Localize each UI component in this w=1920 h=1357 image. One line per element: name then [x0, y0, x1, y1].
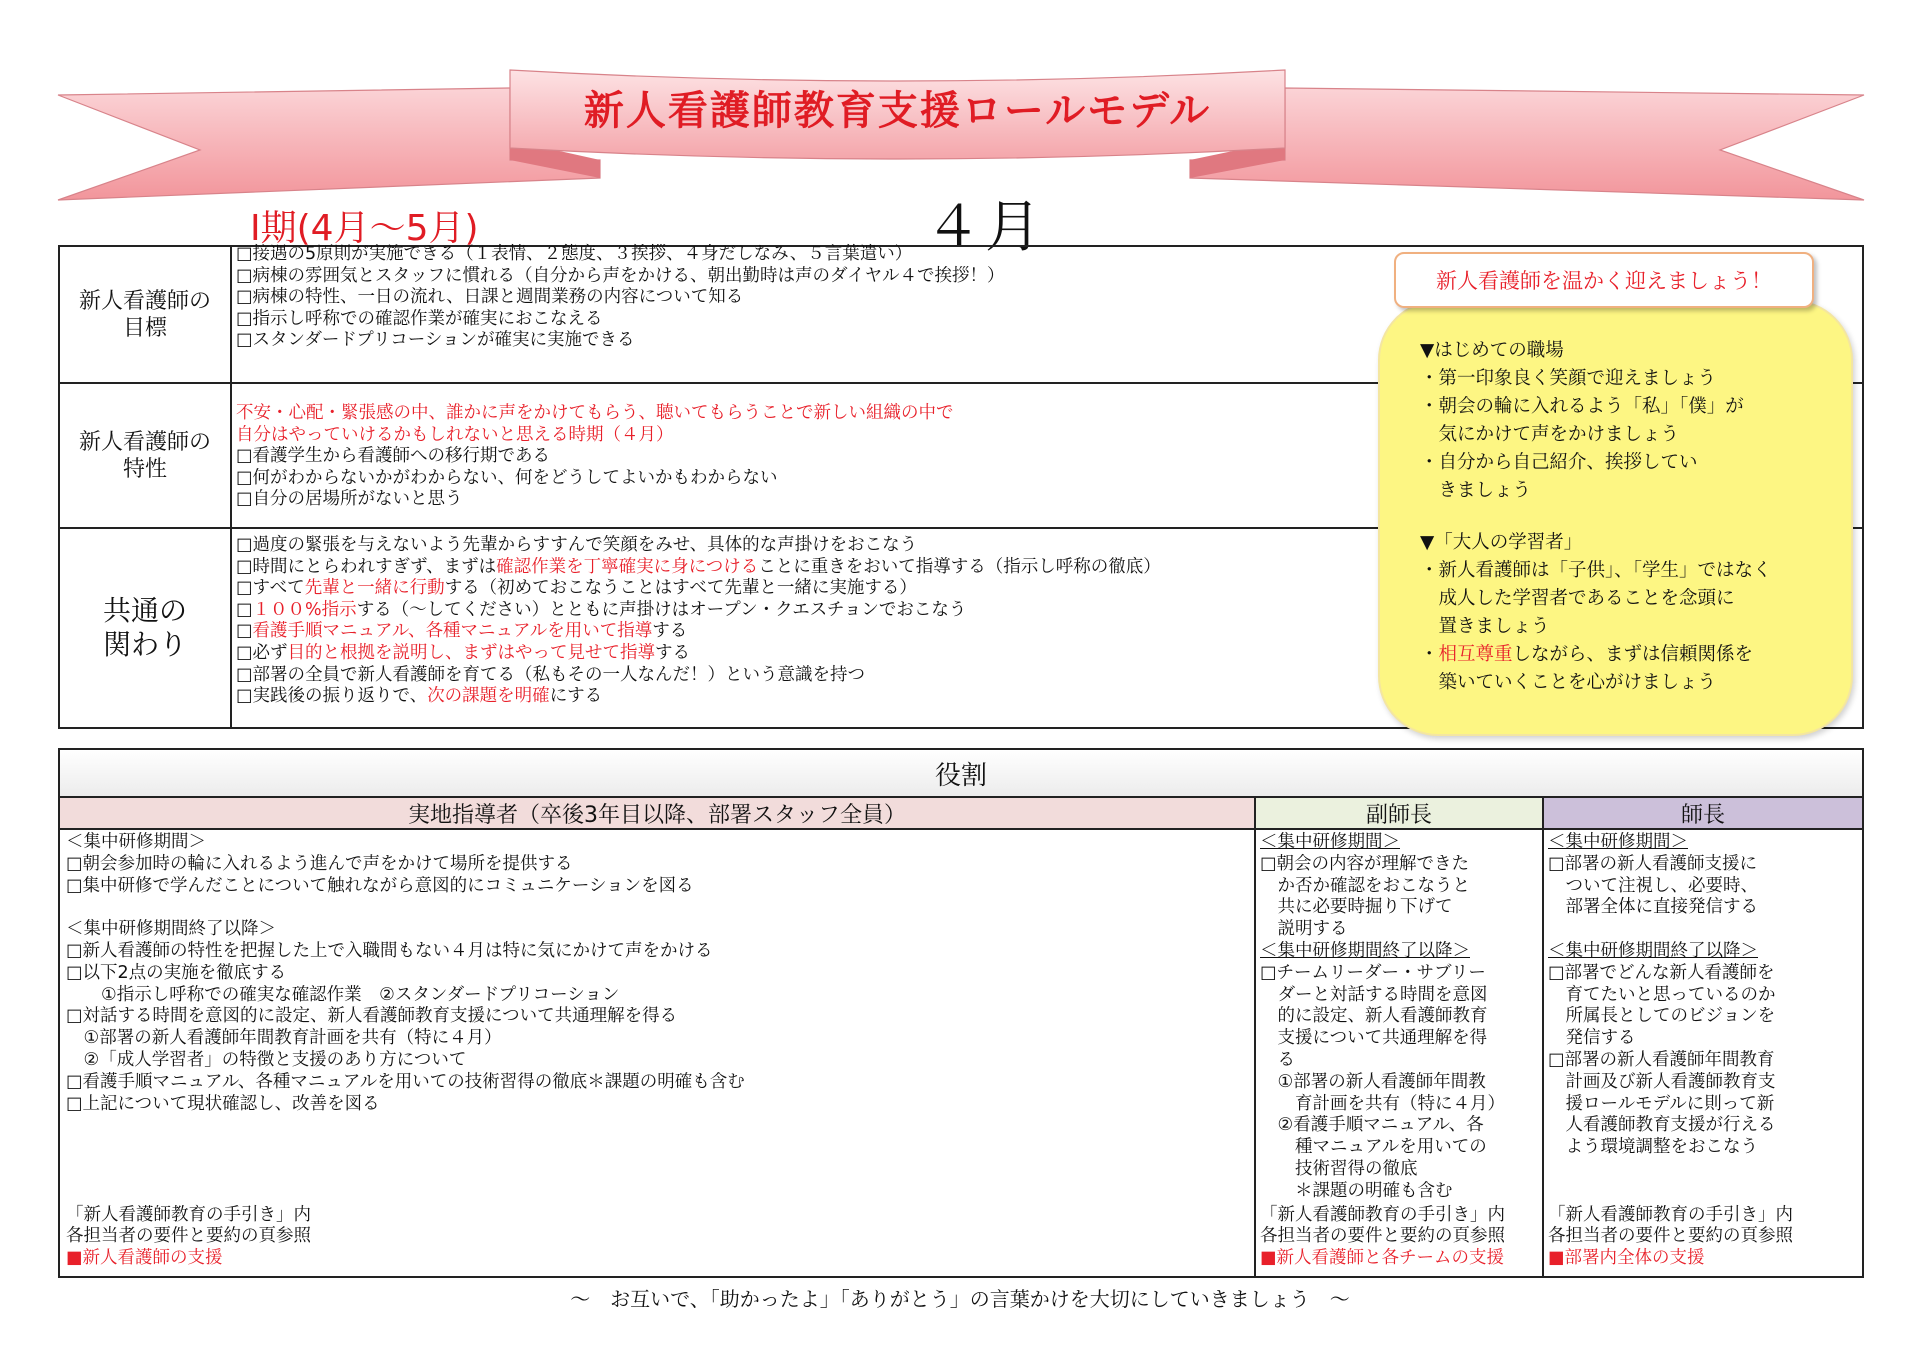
list-item: 部署全体に直接発信する — [1548, 897, 1758, 918]
list-item: ＜集中研修期間＞ — [66, 832, 206, 852]
list-item: 育計画を共有（特に４月） — [1260, 1093, 1505, 1114]
reference-note: 「新人看護師教育の手引き」内 — [1260, 1204, 1505, 1225]
reference-note: 「新人看護師教育の手引き」内 — [1548, 1204, 1793, 1225]
callout-section-title: ▼「大人の学習者」 — [1420, 532, 1583, 553]
reference-note: 各担当者の要件と要約の頁参照 — [66, 1226, 311, 1247]
list-item: □スタンダードプリコーションが確実に実施できる — [236, 330, 635, 351]
list-item: 人看護師教育支援が行える — [1548, 1115, 1776, 1136]
list-item: 説明する — [1260, 919, 1348, 940]
section-heading: ＜集中研修期間＞ — [1260, 832, 1400, 852]
list-item: □病棟の雰囲気とスタッフに慣れる（自分から声をかける、朝出勤時は声のダイヤル４で挨拶！） — [236, 265, 1005, 286]
list-item: 所属長としてのビジョンを — [1548, 1006, 1776, 1027]
list-item — [66, 897, 1254, 919]
list-item: □１００%指示する（～してください）とともに声掛けはオープン・クエスチョンでおこなう — [236, 599, 967, 620]
col-header-deputy-head: 副師長 — [1256, 798, 1544, 830]
list-item: □新人看護師の特性を把握した上で入職間もない４月は特に気にかけて声をかける — [66, 940, 713, 961]
list-item: 共に必要時掘り下げて — [1260, 897, 1453, 918]
list-item: 育てたいと思っているのか — [1548, 984, 1776, 1005]
month-label: ４月 — [925, 195, 1045, 260]
list-item: ＜集中研修期間終了以降＞ — [66, 919, 276, 940]
col-deputy-head — [1256, 830, 1544, 1276]
list-item: □上記について現状確認し、改善を図る — [66, 1093, 380, 1114]
traits-highlight: 自分はやっていけるかもしれないと思える時期（４月） — [236, 424, 674, 445]
goals-label: 新人看護師の 目標 — [60, 247, 232, 382]
support-tag: ■部署内全体の支援 — [1548, 1248, 1705, 1269]
list-item: ②「成人学習者」の特徴と支援のあり方について — [66, 1049, 467, 1070]
list-item: □部署の全員で新人看護師を育てる（私もその一人なんだ！）という意識を持つ — [236, 664, 866, 685]
col-instructor — [60, 830, 1256, 1276]
col-header-head-nurse: 師長 — [1544, 798, 1862, 830]
list-item: ①部署の新人看護師年間教 — [1260, 1071, 1486, 1092]
list-item: ・朝会の輪に入れるよう「私」「僕」が — [1420, 396, 1744, 417]
goals-list — [236, 244, 1382, 352]
list-item: ＊課題の明確も含む — [1260, 1180, 1453, 1201]
list-item: □接遇の5原則が実施できる（１表情、２態度、３挨拶、４身だしなみ、５言葉遣い） — [236, 244, 913, 264]
callout-section-title: ▼はじめての職場 — [1420, 340, 1564, 361]
list-item: 計画及び新人看護師教育支 — [1548, 1071, 1776, 1092]
traits-highlight: 不安・心配・緊張感の中、誰かに声をかけてもらう、聴いてもらうことで新しい組織の中で — [236, 403, 954, 423]
list-item: □必ず目的と根拠を説明し、まずはやって見せて指導する — [236, 642, 691, 663]
list-item: □看護手順マニュアル、各種マニュアルを用いての技術習得の徹底＊課題の明確も含む — [66, 1071, 745, 1092]
list-item: ・新人看護師は「子供」、「学生」ではなく — [1420, 560, 1772, 581]
list-item: 発信する — [1548, 1028, 1636, 1049]
list-item: □看護手順マニュアル、各種マニュアルを用いて指導する — [236, 621, 688, 642]
list-item: □何がわからないかがわからない、何をどうしてよいかもわからない — [236, 467, 778, 488]
list-item: □チームリーダー・サブリー — [1260, 962, 1486, 983]
list-item: る — [1260, 1049, 1295, 1070]
traits-label: 新人看護師の 特性 — [60, 384, 232, 527]
list-item — [1548, 919, 1862, 941]
common-list — [236, 535, 1382, 708]
roles-table — [58, 748, 1864, 1278]
traits-list — [236, 403, 1382, 511]
support-tag: ■新人看護師と各チームの支援 — [1260, 1248, 1505, 1269]
list-item: □集中研修で学んだことについて触れながら意図的にコミュニケーションを図る — [66, 875, 694, 896]
list-item: □部署の新人看護師支援に — [1548, 853, 1758, 874]
list-item: 支援について共通理解を得 — [1260, 1028, 1488, 1049]
list-item: 置きましょう — [1420, 616, 1550, 637]
section-heading: ＜集中研修期間＞ — [1548, 832, 1688, 852]
list-item: □時間にとらわれすぎず、まずは確認作業を丁寧確実に身につけることに重きをおいて指導する（指示し呼称の徹底） — [236, 556, 1161, 577]
col-header-instructor: 実地指導者（卒後3年目以降、部署スタッフ全員） — [60, 798, 1256, 830]
list-item: □対話する時間を意図的に設定、新人看護師教育支援について共通理解を得る — [66, 1006, 678, 1027]
reference-note: 各担当者の要件と要約の頁参照 — [1260, 1226, 1505, 1247]
list-item: 気にかけて声をかけましょう — [1420, 424, 1680, 445]
list-item: 築いていくことを心がけましょう — [1420, 672, 1717, 693]
section-heading: ＜集中研修期間終了以降＞ — [1548, 940, 1758, 961]
list-item: ①指示し呼称での確実な確認作業 ②スタンダードプリコーション — [66, 984, 620, 1005]
list-item: 種マニュアルを用いての — [1260, 1137, 1487, 1158]
list-item: きましょう — [1420, 480, 1532, 501]
common-label: 共通の 関わり — [60, 529, 232, 727]
list-item: ついて注視し、必要時、 — [1548, 875, 1758, 896]
callout-heading: 新人看護師を温かく迎えましょう！ — [1394, 252, 1814, 308]
list-item: か否か確認をおこなうと — [1260, 875, 1470, 896]
reference-note: 「新人看護師教育の手引き」内 — [66, 1204, 311, 1225]
list-item: □朝会の内容が理解できた — [1260, 853, 1470, 874]
support-tag: ■新人看護師の支援 — [66, 1248, 223, 1269]
roles-header: 役割 — [60, 750, 1862, 798]
list-item: ・第一印象良く笑顔で迎えましょう — [1420, 368, 1717, 389]
page-title: 新人看護師教育支援ロールモデル — [583, 87, 1212, 134]
list-item: □過度の緊張を与えないよう先輩からすすんで笑顔をみせ、具体的な声掛けをおこなう — [236, 535, 918, 555]
list-item: □部署でどんな新人看護師を — [1548, 962, 1775, 983]
list-item: 成人した学習者であることを念頭に — [1420, 588, 1735, 609]
list-item: よう環境調整をおこなう — [1548, 1137, 1758, 1158]
footer-message: ～ お互いで、「助かったよ」「ありがとう」の言葉かけを大切にしていきましょう ～ — [570, 1287, 1350, 1311]
list-item: □指示し呼称での確認作業が確実におこなえる — [236, 308, 603, 329]
list-item: ・自分から自己紹介、挨拶してい — [1420, 452, 1698, 473]
list-item: ダーと対話する時間を意図 — [1260, 984, 1488, 1005]
col-head-nurse — [1544, 830, 1862, 1276]
list-item: □看護学生から看護師への移行期である — [236, 446, 551, 467]
list-item: □部署の新人看護師年間教育 — [1548, 1049, 1775, 1070]
reference-note: 各担当者の要件と要約の頁参照 — [1548, 1226, 1793, 1247]
list-item: ・相互尊重しながら、まずは信頼関係を — [1420, 644, 1754, 665]
list-item: □朝会参加時の輪に入れるよう進んで声をかけて場所を提供する — [66, 853, 573, 874]
list-item: 援ロールモデルに則って新 — [1548, 1093, 1775, 1114]
list-item: □病棟の特性、一日の流れ、日課と週間業務の内容について知る — [236, 287, 744, 308]
list-item: □実践後の振り返りで、次の課題を明確にする — [236, 686, 603, 707]
list-item: 技術習得の徹底 — [1260, 1158, 1418, 1179]
period-label: Ⅰ期(4月～5月) — [250, 208, 479, 249]
list-item: □すべて先輩と一緒に行動する（初めておこなうことはすべて先輩と一緒に実施する） — [236, 578, 917, 599]
list-item: 的に設定、新人看護師教育 — [1260, 1006, 1488, 1027]
callout-note — [1378, 300, 1853, 736]
list-item: □自分の居場所がないと思う — [236, 489, 463, 510]
list-item: □以下2点の実施を徹底する — [66, 962, 287, 983]
ribbon-right-tail — [1190, 88, 1864, 200]
list-item: ①部署の新人看護師年間教育計画を共有（特に４月） — [66, 1028, 502, 1049]
section-heading: ＜集中研修期間終了以降＞ — [1260, 940, 1470, 961]
list-item: ②看護手順マニュアル、各 — [1260, 1115, 1484, 1136]
